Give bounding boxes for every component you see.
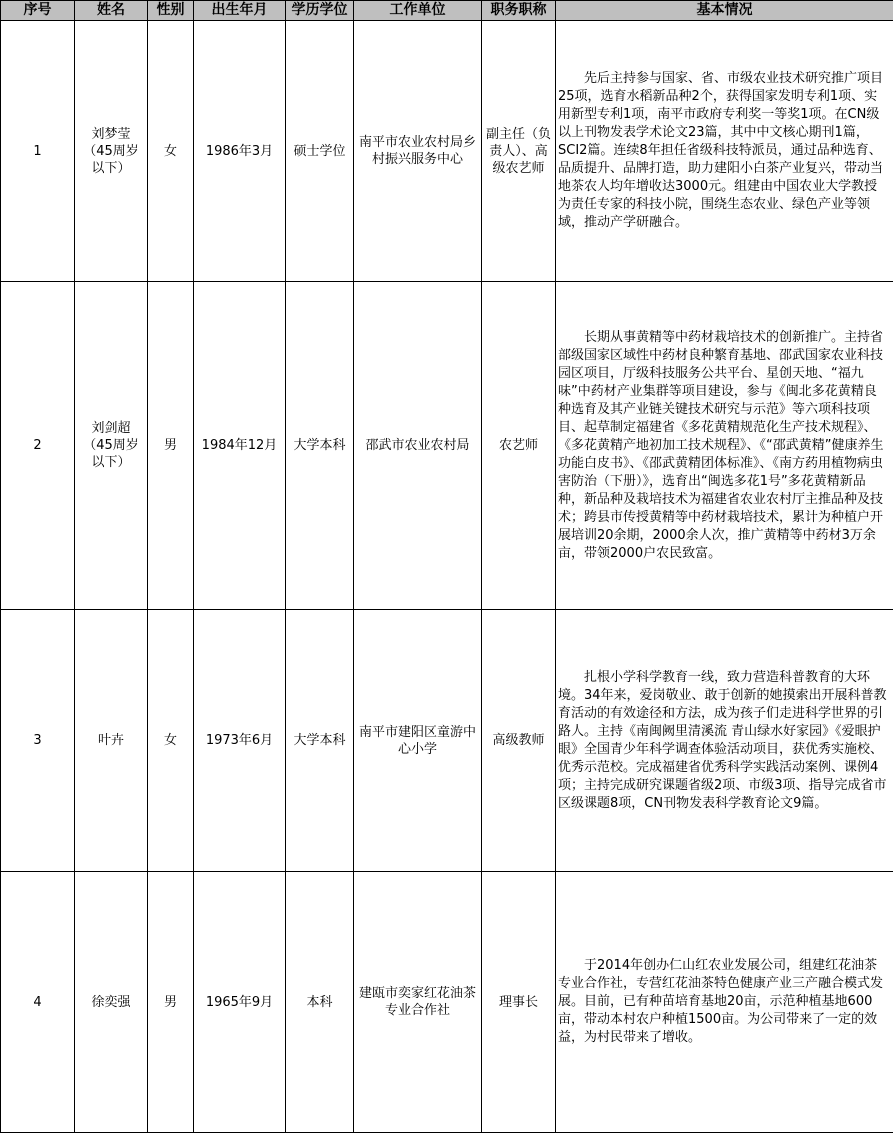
cell-name: 刘梦莹（45周岁以下） bbox=[75, 21, 148, 282]
table-row bbox=[1, 610, 893, 872]
cell-birth: 1986年3月 bbox=[194, 21, 286, 282]
cell-education: 本科 bbox=[286, 872, 354, 1133]
cell-gender: 男 bbox=[148, 282, 194, 610]
cell-title: 副主任（负责人）、高级农艺师 bbox=[482, 21, 556, 282]
cell-info: 长期从事黄精等中药材栽培技术的创新推广。主持省部级国家区域性中药材良种繁育基地、邵武国家农业科技园区项目，厅级科技服务公共平台、星创天地、“福九味”中药材产业集群等项目建设，参与《闽北多花黄精良种选育及其产业链关键技术研究与示范》等六项科技项目、起草制定福建省《多花黄精规范化生产技术规程》、《多花黄精产地初加工技术规程》、《“邵武黄精”健康养生功能白皮书》、《邵武黄精团体标准》、《南方药用植物病虫害防治（下册）》，选育出“闽选多花1号”多花黄精新品种，新品种及栽培技术为福建省农业农村厅主推品种及技术；跨县市传授黄精等中药材栽培技术，累计为种植户开展培训20余期，2000余人次，推广黄精等中药材3万余亩，带领2000户农民致富。 bbox=[556, 282, 893, 610]
cell-birth: 1984年12月 bbox=[194, 282, 286, 610]
cell-no: 2 bbox=[1, 282, 75, 610]
cell-gender: 女 bbox=[148, 21, 194, 282]
cell-birth: 1965年9月 bbox=[194, 872, 286, 1133]
cell-no: 3 bbox=[1, 610, 75, 872]
header-no: 序号 bbox=[1, 1, 75, 21]
cell-title: 高级教师 bbox=[482, 610, 556, 872]
table-row bbox=[1, 872, 893, 1133]
header-info: 基本情况 bbox=[556, 1, 893, 21]
cell-workplace: 南平市农业农村局乡村振兴服务中心 bbox=[354, 21, 482, 282]
cell-workplace: 南平市建阳区童游中心小学 bbox=[354, 610, 482, 872]
header-education: 学历学位 bbox=[286, 1, 354, 21]
header-gender: 性别 bbox=[148, 1, 194, 21]
cell-no: 4 bbox=[1, 872, 75, 1133]
cell-gender: 女 bbox=[148, 610, 194, 872]
cell-name: 徐奕强 bbox=[75, 872, 148, 1133]
cell-info: 先后主持参与国家、省、市级农业技术研究推广项目25项，选育水稻新品种2个，获得国家发明专利1项、实用新型专利1项，南平市政府专利奖一等奖1项。在CN级以上刊物发表学术论文23篇，其中中文核心期刊1篇，SCI2篇。连续8年担任省级科技特派员，通过品种选育、品质提升、品牌打造，助力建阳小白茶产业复兴，带动当地茶农人均年增收达3000元。组建由中国农业大学教授为责任专家的科技小院，围绕生态农业、绿色产业等领域，推动产学研融合。 bbox=[556, 21, 893, 282]
table-row bbox=[1, 21, 893, 282]
header-title: 职务职称 bbox=[482, 1, 556, 21]
cell-title: 农艺师 bbox=[482, 282, 556, 610]
cell-name: 刘剑超（45周岁以下） bbox=[75, 282, 148, 610]
table-row bbox=[1, 282, 893, 610]
cell-birth: 1973年6月 bbox=[194, 610, 286, 872]
header-row bbox=[1, 1, 893, 21]
cell-name: 叶卉 bbox=[75, 610, 148, 872]
cell-no: 1 bbox=[1, 21, 75, 282]
cell-info: 扎根小学科学教育一线，致力营造科普教育的大环境。34年来，爱岗敬业、敢于创新的她摸索出开展科普教育活动的有效途径和方法，成为孩子们走进科学世界的引路人。主持《南闽阙里清溪流 青山绿水好家园》《爱眼护眼》全国青少年科学调查体验活动项目，获优秀实施校、优秀示范校。完成福建省优秀科学实践活动案例、课例4项；主持完成研究课题省级2项、市级3项、指导完成省市区级课题8项，CN刊物发表科学教育论文9篇。 bbox=[556, 610, 893, 872]
header-birth: 出生年月 bbox=[194, 1, 286, 21]
cell-workplace: 建瓯市奕家红花油茶专业合作社 bbox=[354, 872, 482, 1133]
cell-education: 大学本科 bbox=[286, 610, 354, 872]
cell-gender: 男 bbox=[148, 872, 194, 1133]
cell-education: 硕士学位 bbox=[286, 21, 354, 282]
cell-title: 理事长 bbox=[482, 872, 556, 1133]
cell-workplace: 邵武市农业农村局 bbox=[354, 282, 482, 610]
header-workplace: 工作单位 bbox=[354, 1, 482, 21]
header-name: 姓名 bbox=[75, 1, 148, 21]
cell-info: 于2014年创办仁山红农业发展公司，组建红花油茶专业合作社，专营红花油茶特色健康产业三产融合模式发展。目前，已有种苗培育基地20亩，示范种植基地600亩，带动本村农户种植1500亩。为公司带来了一定的效益，为村民带来了增收。 bbox=[556, 872, 893, 1133]
cell-education: 大学本科 bbox=[286, 282, 354, 610]
